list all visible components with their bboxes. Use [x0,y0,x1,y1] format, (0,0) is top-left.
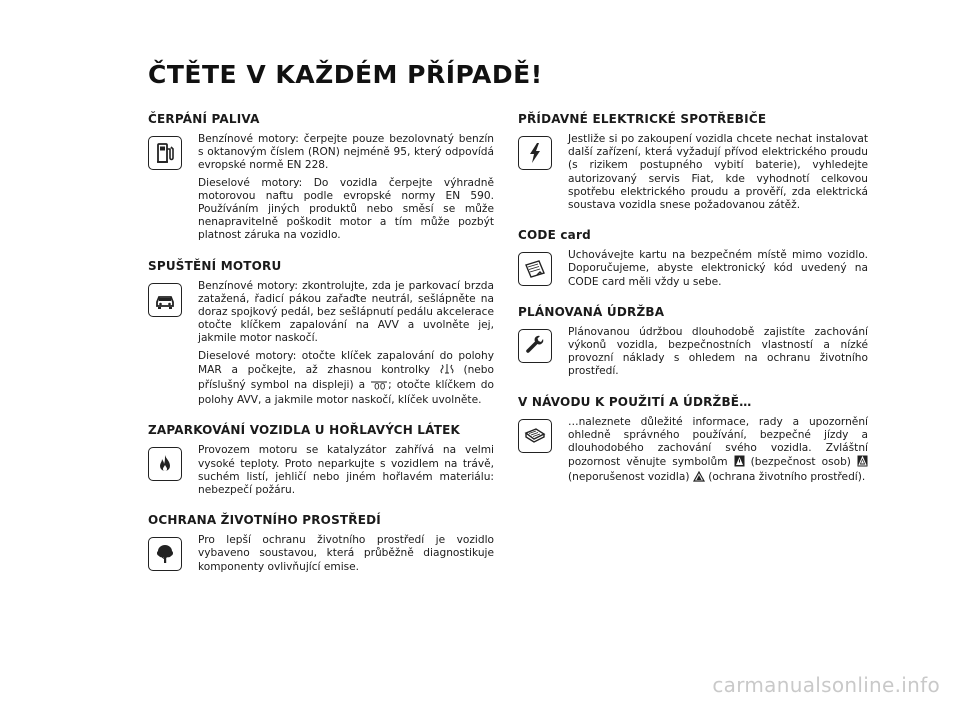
section-title: ČERPÁNÍ PALIVA [148,112,260,126]
text: …naleznete důležité informace, rady a upozornění ohledně správného používání, bezpečné jízdy a dlouhodobého zachování svého vozidla. Zvláštní pozornost věnujte symbolům [568,415,868,469]
glow-plug-off-icon [370,379,388,394]
section-title: PŘÍDAVNÉ ELEKTRICKÉ SPOTŘEBIČE [518,112,767,126]
section-title: V NÁVODU K POUŽITÍ A ÚDRŽBĚ… [518,394,752,409]
vehicle-integrity-icon [857,455,868,471]
book-icon [518,419,552,453]
section-title: OCHRANA ŽIVOTNÍHO PROSTŘEDÍ [148,513,381,528]
text: ; otočte klíčkem do polohy AVV, a jakmile motor naskočí, klíček uvolněte. [198,379,494,407]
section-title: PLÁNOVANÁ ÚDRŽBA [518,304,665,319]
glow-plug-icon [440,363,454,379]
watermark: carmanualsonline.info [712,673,940,697]
text: (bezpečnost osob) [750,456,851,469]
left-column [148,112,494,590]
paragraph: Provozem motoru se katalyzátor zahřívá na velmi vysoké teploty. Proto neparkujte s vozidlem na trávě, suchém listí, jehličí nebo jiném hořlavém materiálu: nebezpečí požáru. [198,444,494,497]
section-title: CODE card [518,228,591,243]
right-column [518,112,868,503]
paragraph: Jestliže si po zakoupení vozidla chcete nechat instalovat další zařízení, která vyžadují přívod elektrického proudu (s rizikem postupného vybití baterie), vyhledejte autorizovaný servis Fiat, kde vyhodnotí celkovou spotřebu elektrického proudu a prověří, zda elektrická soustava vozidla snese požadovanou zátěž. [568,133,868,212]
paragraph: Dieselové motory: Do vozidla čerpejte výhradně motorovou naftu podle evropské normy EN 590. Používáním jiných produktů nebo směsí se může nenapravitelně poškodit motor a tím může pozbýt platnost záruka na vozidlo. [198,176,494,242]
section-title: SPUŠTĚNÍ MOTORU [148,258,282,273]
section-engine-start [148,259,494,412]
flame-icon [148,447,182,481]
paragraph-diesel [198,350,494,408]
text: (ochrana životního prostředí). [708,471,866,484]
svg-text:00: 00 [374,382,386,391]
personal-safety-icon [734,455,745,471]
environment-protection-icon [693,471,705,486]
section-environment [148,513,494,578]
paragraph-manual [568,416,868,487]
paragraph: Benzínové motory: čerpejte pouze bezolovnatý benzín s oktanovým číslem (RON) nejméně 95, který odpovídá evropské normě EN 228. [198,133,494,172]
text: (nebo příslušný symbol na displeji) a [198,363,495,392]
paragraph: Plánovanou údržbou dlouhodobě zajistíte zachování výkonů vozidla, bezpečnostních vlastností a nízké provozní náklady s ohledem na ochranu životního prostředí. [568,325,868,378]
section-maintenance [518,305,868,383]
section-fuel [148,112,494,247]
text: (neporušenost vozidla) [568,471,690,484]
paragraph: Uchovávejte kartu na bezpečném místě mimo vozidlo. Doporučujeme, abyste elektronický kód uvedený na CODE card měli vždy u sebe. [568,249,868,288]
section-parking [148,423,494,501]
code-card-icon [518,252,552,286]
section-title: ZAPARKOVÁNÍ VOZIDLA U HOŘLAVÝCH LÁTEK [148,423,460,438]
paragraph: Benzínové motory: zkontrolujte, zda je parkovací brzda zatažená, řadicí pákou zařaďte neutrál, sešlápněte na doraz spojkový pedál, bez sešlápnutí pedálu akcelerace otočte klíčkem zapalování na AVV a uvolněte jej, jakmile motor naskočí. [198,279,494,345]
lightning-icon [518,136,552,170]
paragraph: Pro lepší ochranu životního prostředí je vozidlo vybaveno soustavou, která průběžně diagnostikuje komponenty ovlivňující emise. [198,534,494,573]
tree-icon [148,537,182,571]
section-manual [518,395,868,491]
fuel-pump-icon [148,136,182,170]
text: Dieselové motory: otočte klíček zapalování do polohy MAR a počkejte, až zhasnou kontrolky [198,349,494,376]
page-title: ČTĚTE V KAŽDÉM PŘÍPADĚ! [148,60,543,89]
wrench-icon [518,329,552,363]
section-electrical [518,112,868,216]
car-icon [148,283,182,317]
section-code-card [518,228,868,293]
